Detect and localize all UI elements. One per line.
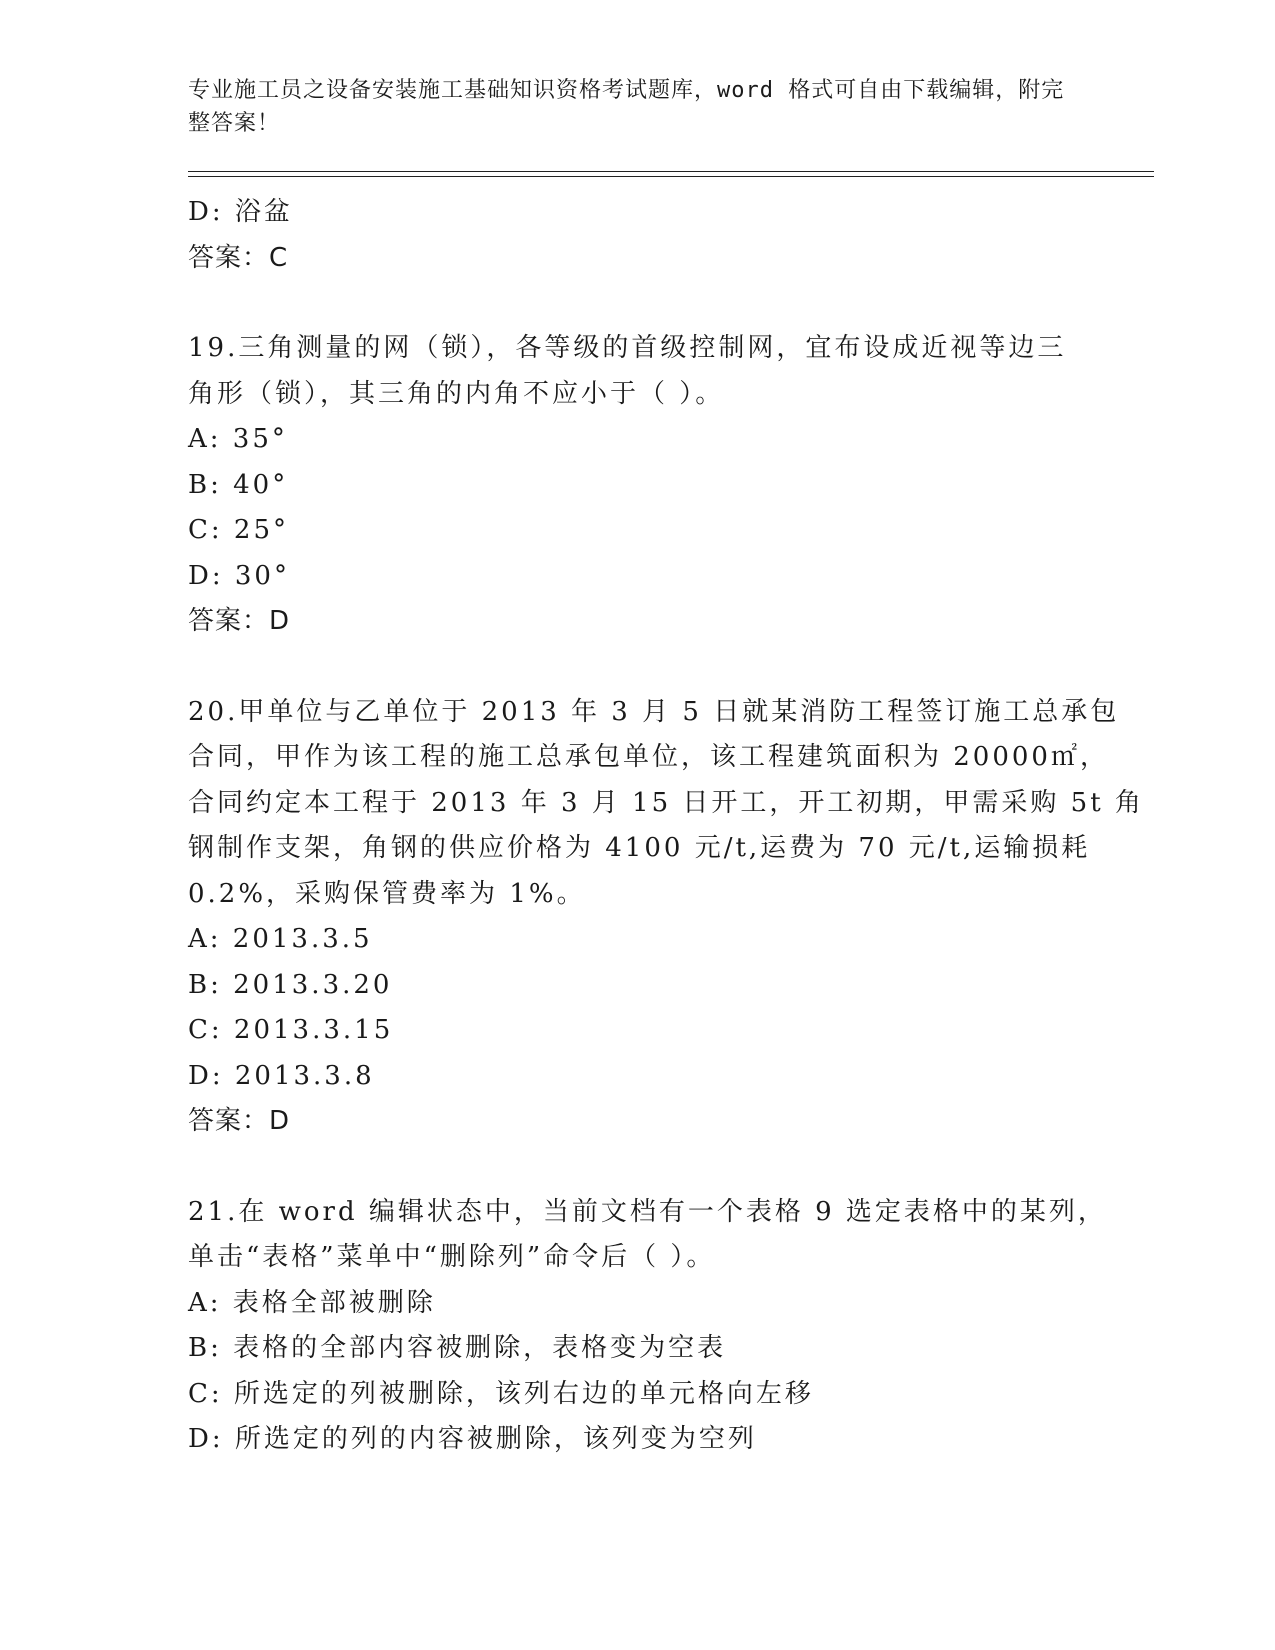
question-20 xyxy=(188,690,1144,1145)
question-text-line: 20.甲单位与乙单位于 2013 年 3 月 5 日就某消防工程签订施工总承包 xyxy=(188,696,1120,727)
option-b: B: 表格的全部内容被删除，表格变为空表 xyxy=(188,1333,727,1363)
header-title: 专业施工员之设备安装施工基础知识资格考试题库，word 格式可自由下载编辑，附完整答案！ xyxy=(188,78,1065,136)
question-text-line: 钢制作支架，角钢的供应价格为 4100 元/t,运费为 70 元/t,运输损耗 xyxy=(188,833,1091,863)
option-a: A: 35° xyxy=(188,424,288,454)
option-d: D: 2013.3.8 xyxy=(188,1060,375,1091)
option-d: D: 30° xyxy=(188,560,290,591)
question-text-line: 单击“表格”菜单中“删除列”命令后（ ）。 xyxy=(188,1242,716,1272)
option-a: A: 2013.3.5 xyxy=(188,924,373,954)
option-b: B: 2013.3.20 xyxy=(188,969,393,1000)
question-21 xyxy=(188,1190,1107,1463)
option-b: B: 40° xyxy=(188,469,289,500)
question-text-line: 19.三角测量的网（锁），各等级的首级控制网，宜布设成近视等边三 xyxy=(188,333,1067,363)
question-text-line: 0.2%，采购保管费率为 1%。 xyxy=(188,878,586,909)
question-text-line: 合同约定本工程于 2013 年 3 月 15 日开工，开工初期，甲需采购 5t 角 xyxy=(188,787,1144,818)
answer-line: 答案：C xyxy=(188,242,289,273)
document-body xyxy=(188,190,1144,1463)
option-c: C: 2013.3.15 xyxy=(188,1015,394,1045)
answer-line: 答案：D xyxy=(188,1106,291,1136)
option-a: A: 表格全部被删除 xyxy=(188,1287,436,1318)
option-d: D: 浴盆 xyxy=(188,197,293,227)
question-text-line: 角形（锁），其三角的内角不应小于（ ）。 xyxy=(188,378,725,409)
question-text-line: 合同，甲作为该工程的施工总承包单位，该工程建筑面积为 20000㎡， xyxy=(188,742,1109,772)
option-d: D: 所选定的列的内容被删除，该列变为空列 xyxy=(188,1424,757,1454)
answer-line: 答案：D xyxy=(188,606,291,636)
question-19 xyxy=(188,326,1088,645)
previous-question-tail xyxy=(188,190,1088,281)
document-header xyxy=(188,74,1068,140)
header-divider-bottom xyxy=(188,176,1154,177)
header-divider-top xyxy=(188,171,1154,172)
question-text-line: 21.在 word 编辑状态中，当前文档有一个表格 9 选定表格中的某列， xyxy=(188,1196,1107,1227)
option-c: C: 所选定的列被删除，该列右边的单元格向左移 xyxy=(188,1378,814,1409)
option-c: C: 25° xyxy=(188,515,290,545)
